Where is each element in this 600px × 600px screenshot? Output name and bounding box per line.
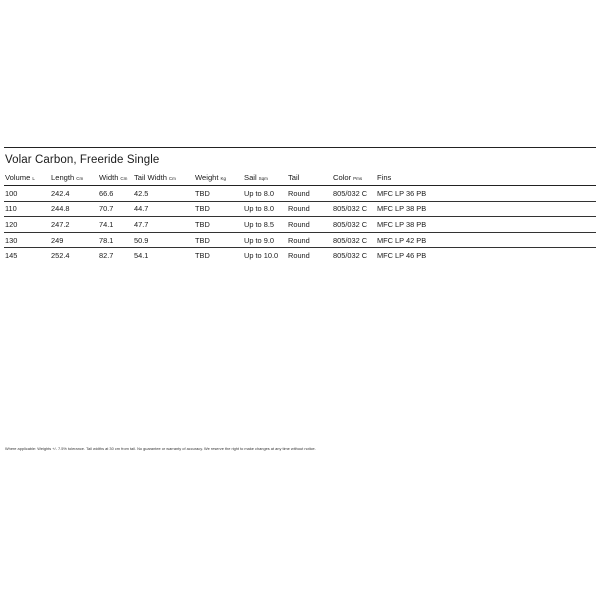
cell-sail: Up to 8.5 (243, 217, 287, 233)
cell-color: 805/032 C (332, 217, 376, 233)
cell-fins: MFC LP 38 PB (376, 201, 596, 217)
header-sail: Sail Sqm (243, 169, 287, 186)
cell-volume: 100 (4, 186, 50, 202)
cell-volume: 120 (4, 217, 50, 233)
cell-weight: TBD (194, 232, 243, 248)
cell-volume: 110 (4, 201, 50, 217)
table-row (4, 217, 596, 233)
header-width: Width Cm (98, 169, 133, 186)
cell-length: 247.2 (50, 217, 98, 233)
spec-sheet (4, 147, 596, 263)
cell-tail: Round (287, 217, 332, 233)
header-weight: Weight Kg (194, 169, 243, 186)
cell-tail: Round (287, 232, 332, 248)
top-rule (4, 147, 596, 148)
cell-sail: Up to 8.0 (243, 186, 287, 202)
cell-width: 78.1 (98, 232, 133, 248)
table-row (4, 248, 596, 263)
cell-weight: TBD (194, 201, 243, 217)
cell-sail: Up to 10.0 (244, 251, 279, 261)
cell-color: 805/032 C (333, 251, 368, 261)
spec-table (4, 169, 596, 263)
cell-tail-width: 54.1 (134, 251, 149, 261)
spec-title: Volar Carbon, Freeride Single (5, 154, 160, 166)
cell-length: 249 (50, 232, 98, 248)
cell-width: 70.7 (98, 201, 133, 217)
cell-width: 82.7 (99, 251, 114, 261)
cell-tail-width: 47.7 (133, 217, 194, 233)
cell-color: 805/032 C (332, 232, 376, 248)
cell-fins: MFC LP 46 PB (377, 251, 427, 261)
footnote: Where applicable: Weights +/- 7.5% tolerance. Tail widths at 30 cm from tail. No guarantee or warranty of accuracy. We reserve the right to make changes at any time without notice. (5, 446, 316, 451)
cell-sail: Up to 8.0 (243, 201, 287, 217)
cell-fins: MFC LP 36 PB (376, 186, 596, 202)
cell-tail: Round (287, 186, 332, 202)
header-tail: Tail (287, 169, 332, 186)
cell-width: 74.1 (98, 217, 133, 233)
cell-color: 805/032 C (332, 186, 376, 202)
cell-sail: Up to 9.0 (243, 232, 287, 248)
cell-length: 252.4 (51, 251, 70, 261)
cell-weight: TBD (195, 251, 210, 261)
cell-volume: 145 (5, 251, 18, 261)
header-length: Length Cm (50, 169, 98, 186)
cell-length: 244.8 (50, 201, 98, 217)
cell-tail-width: 44.7 (133, 201, 194, 217)
header-volume: Volume L (4, 169, 50, 186)
cell-tail: Round (287, 201, 332, 217)
cell-tail-width: 42.5 (133, 186, 194, 202)
cell-length: 242.4 (50, 186, 98, 202)
table-row (4, 186, 596, 202)
cell-weight: TBD (194, 217, 243, 233)
header-row (4, 169, 596, 186)
cell-tail: Round (288, 251, 310, 261)
cell-tail-width: 50.9 (133, 232, 194, 248)
cell-width: 66.6 (98, 186, 133, 202)
cell-fins: MFC LP 38 PB (376, 217, 596, 233)
header-tail-width: Tail Width Cm (133, 169, 194, 186)
table-row (4, 232, 596, 248)
cell-volume: 130 (4, 232, 50, 248)
header-fins: Fins (376, 169, 596, 186)
header-color: Color Pms (332, 169, 376, 186)
table-row (4, 201, 596, 217)
cell-fins: MFC LP 42 PB (376, 232, 596, 248)
cell-weight: TBD (194, 186, 243, 202)
cell-color: 805/032 C (332, 201, 376, 217)
